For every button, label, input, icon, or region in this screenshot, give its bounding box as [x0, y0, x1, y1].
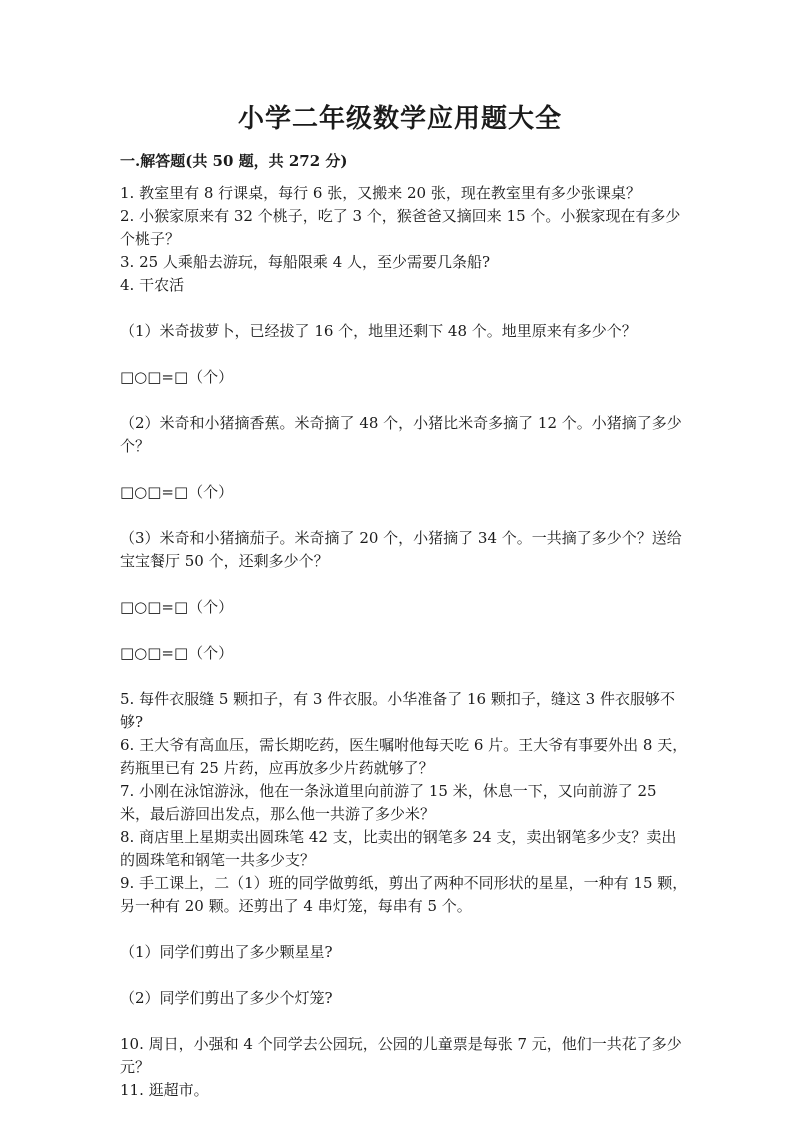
answer-blank: □○□=□（个）: [120, 644, 234, 662]
question-7: 7. 小刚在泳馆游泳，他在一条泳道里向前游了 15 米，休息一下，又向前游了 25 米，最后游回出发点，那么他一共游了多少米？: [120, 782, 657, 823]
answer-blank: □○□=□（个）: [120, 368, 234, 386]
question-2: 2. 小猴家原来有 32 个桃子，吃了 3 个，猴爸爸又摘回来 15 个。小猴家现在有多少个桃子？: [120, 207, 681, 248]
question-11: 11. 逛超市。: [120, 1081, 209, 1099]
question-4: 4. 干农活: [120, 276, 185, 294]
question-8: 8. 商店里上星期卖出圆珠笔 42 支，比卖出的钢笔多 24 支，卖出钢笔多少支？卖出的圆珠笔和钢笔一共多少支？: [120, 828, 677, 869]
question-list: [120, 182, 690, 1102]
question-4-part-1: （1）米奇拔萝卜，已经拔了 16 个，地里还剩下 48 个。地里原来有多少个？: [120, 322, 637, 340]
question-4-part-3: （3）米奇和小猪摘茄子。米奇摘了 20 个，小猪摘了 34 个。一共摘了多少个？送给宝宝餐厅 50 个，还剩多少个？: [120, 529, 682, 570]
question-9: 9. 手工课上，二（1）班的同学做剪纸，剪出了两种不同形状的星星，一种有 15 颗，另一种有 20 颗。还剪出了 4 串灯笼，每串有 5 个。: [120, 874, 688, 915]
question-9-part-1: （1）同学们剪出了多少颗星星?: [120, 943, 333, 961]
question-9-part-2: （2）同学们剪出了多少个灯笼?: [120, 989, 333, 1007]
question-10: 10. 周日，小强和 4 个同学去公园玩，公园的儿童票是每张 7 元，他们一共花了多少元？: [120, 1035, 682, 1076]
question-6: 6. 王大爷有高血压，需长期吃药，医生嘱咐他每天吃 6 片。王大爷有事要外出 8 天，药瓶里已有 25 片药，应再放多少片药就够了？: [120, 736, 688, 777]
page-title: 小学二年级数学应用题大全: [237, 104, 562, 134]
question-3: 3. 25 人乘船去游玩，每船限乘 4 人，至少需要几条船?: [120, 253, 491, 271]
answer-blank: □○□=□（个）: [120, 598, 234, 616]
question-1: 1. 教室里有 8 行课桌，每行 6 张，又搬来 20 张，现在教室里有多少张课桌？: [120, 184, 641, 202]
section-heading: 一.解答题(共 50 题，共 272 分): [120, 152, 348, 170]
question-5: 5. 每件衣服缝 5 颗扣子，有 3 件衣服。小华准备了 16 颗扣子，缝这 3 件衣服够不够?: [120, 690, 675, 731]
question-4-part-2: （2）米奇和小猪摘香蕉。米奇摘了 48 个，小猪比米奇多摘了 12 个。小猪摘了多少个？: [120, 414, 682, 455]
answer-blank: □○□=□（个）: [120, 483, 234, 501]
